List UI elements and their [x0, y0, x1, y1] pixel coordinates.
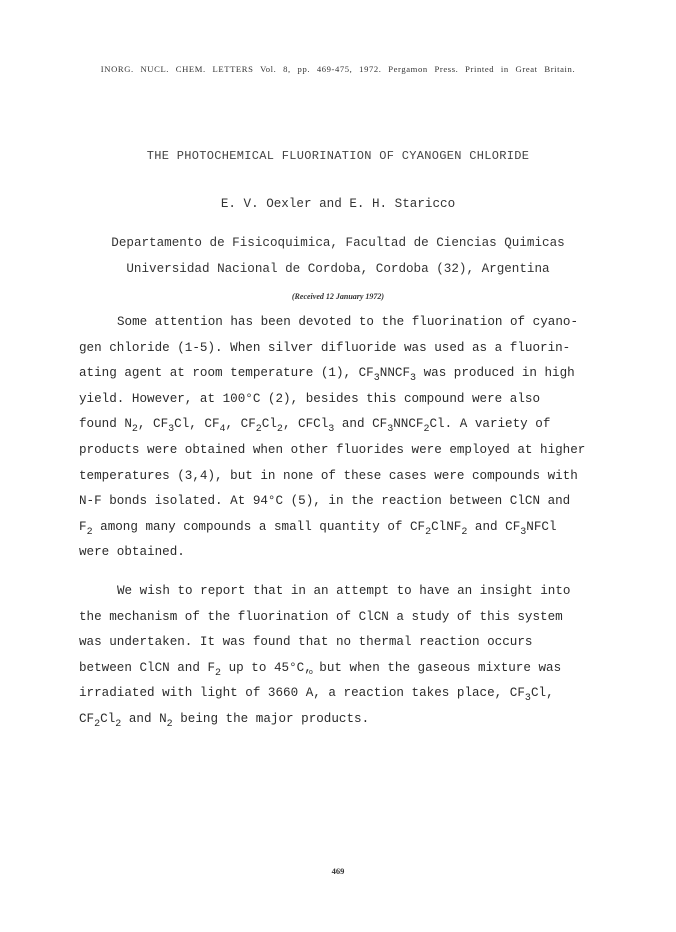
authors: E. V. Oexler and E. H. Staricco [220, 197, 456, 211]
text-line: $F_2$ among many compounds a small quantity of $CF_2ClNF_2$ and $CF_3NFCl$ [79, 519, 557, 538]
paragraph-2 [79, 579, 619, 733]
text-line: were obtained. [79, 545, 185, 560]
text-line: between ClCN and $F_2$ up to 45°C, but when the gaseous mixture was [79, 660, 562, 679]
text-line: the mechanism of the fluorination of ClCN a study of this system [79, 609, 563, 624]
text-line: irradiated with light of 3660 o A, a reaction takes place, $CF_3Cl$, [79, 681, 619, 707]
text-line: found $N_2$, $CF_3Cl$, $CF_4$, $CF_2Cl_2$, CFCl$_3$ and $CF_3NNCF_2Cl$. A variety of [79, 417, 551, 436]
text-line: N-F bonds isolated. At 94°C (5), in the reaction between ClCN and [79, 494, 571, 509]
paragraph-1 [79, 310, 619, 566]
text-line: temperatures (3,4), but in none of these cases were compounds with [79, 468, 578, 483]
text-line: products were obtained when other fluorides were employed at higher [79, 442, 586, 457]
affiliation-line-2: Universidad Nacional de Cordoba, Cordoba (32), Argentina [126, 262, 550, 276]
text-line: gen chloride (1-5). When silver difluoride was used as a fluorin- [79, 340, 571, 355]
text-line: $CF_2Cl_2$ and $N_2$ being the major products. [79, 711, 370, 730]
journal-header: INORG. NUCL. CHEM. LETTERS Vol. 8, pp. 469-475, 1972. Pergamon Press. Printed in Great Britain. [100, 64, 576, 74]
page-number: 469 [331, 866, 345, 876]
affiliation-line-1: Departamento de Fisicoquimica, Facultad de Ciencias Quimicas [111, 236, 565, 250]
text-line: Some attention has been devoted to the fluorination of cyano- [117, 315, 579, 329]
paper-title: THE PHOTOCHEMICAL FLUORINATION OF CYANOGEN CHLORIDE [146, 149, 530, 163]
received-date: (Received 12 January 1972) [291, 292, 385, 301]
text-line: ating agent at room temperature (1), $CF_3NNCF_3$ was produced in high [79, 366, 575, 385]
text-line: was undertaken. It was found that no thermal reaction occurs [79, 635, 533, 650]
text-line: We wish to report that in an attempt to have an insight into [117, 583, 571, 598]
article-body [79, 310, 619, 733]
angstrom-symbol: o A [306, 681, 314, 707]
text-line: yield. However, at 100°C (2), besides this compound were also [79, 391, 541, 406]
